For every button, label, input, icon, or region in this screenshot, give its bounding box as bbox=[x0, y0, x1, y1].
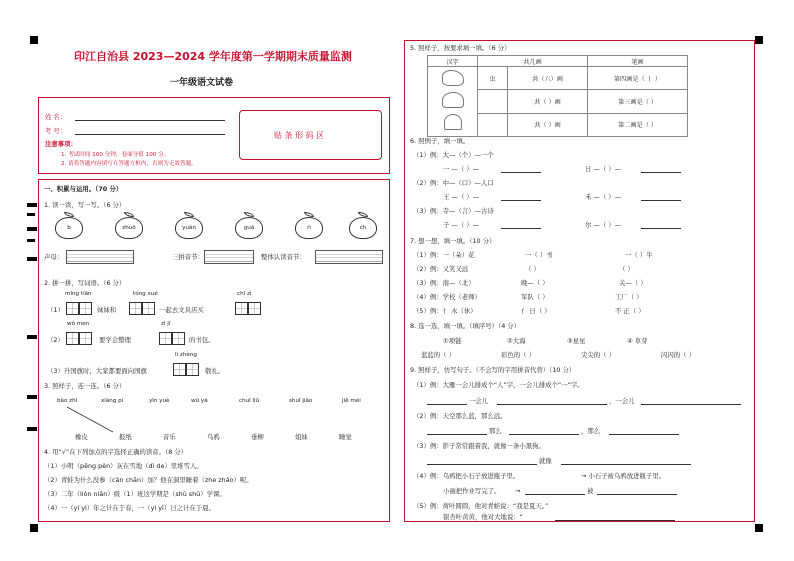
q1-label-initials: 声母： bbox=[44, 253, 64, 261]
q8-title: 8. 选一选，填一填。（填序号）（4 分） bbox=[410, 322, 521, 330]
peach-card: guā bbox=[235, 217, 263, 239]
info-box bbox=[38, 97, 390, 174]
q7-example: （1）例：一（朵）花 bbox=[413, 251, 475, 259]
answer-line[interactable] bbox=[427, 434, 487, 435]
id-field[interactable] bbox=[75, 134, 225, 135]
exam-subtitle: 一年级语文试卷 bbox=[170, 78, 234, 88]
q7-item[interactable]: 一（ ）牛 bbox=[625, 251, 653, 259]
match-pinyin: jiě mèi bbox=[342, 398, 361, 404]
q9-sentence: 银杏叶黄黄，他对大地说：“ bbox=[443, 513, 523, 521]
q9-text: 就像 bbox=[539, 457, 552, 465]
q2-line1-num: （1） bbox=[47, 306, 64, 314]
answer-line[interactable] bbox=[509, 434, 579, 435]
q9-sentence: 小丽把作业写完了。 bbox=[443, 487, 501, 495]
match-word: 音乐 bbox=[163, 433, 176, 441]
match-pinyin: xiàng pí bbox=[101, 398, 124, 404]
answer-line[interactable] bbox=[597, 494, 677, 495]
peach-card: b bbox=[55, 217, 83, 239]
exam-title: 印江自治县 2023—2024 学年度第一学期期末质量监测 bbox=[74, 50, 352, 63]
corner-mark bbox=[30, 524, 38, 532]
q8-option: ①项链 bbox=[443, 337, 462, 345]
q3-title: 3. 照样子，连一连。（6 分） bbox=[44, 382, 126, 390]
answer-line[interactable] bbox=[525, 494, 585, 495]
match-pinyin: wū yā bbox=[191, 398, 208, 404]
right-answer-frame bbox=[404, 40, 755, 522]
table-cell[interactable]: 共（ ）画 bbox=[508, 113, 588, 136]
match-word: 乌鸦 bbox=[207, 433, 220, 441]
q9-text: 那么 bbox=[489, 427, 502, 435]
pinyin-grid[interactable] bbox=[204, 250, 254, 264]
note-2: 2. 请将答题内容填写在答题方框内，否则为无效答题。 bbox=[61, 161, 197, 167]
q7-example: （2）例：又笑又远 bbox=[413, 265, 469, 273]
match-pinyin: shuǐ jiǎo bbox=[289, 398, 313, 404]
q7-example: （4）例：学校（老师） bbox=[413, 293, 481, 301]
pinyin-hint: wǒ men bbox=[67, 321, 90, 327]
pinyin-hint: zì jǐ bbox=[161, 321, 171, 327]
q7-item[interactable]: （ ） bbox=[619, 265, 634, 273]
q8-option: ④ 草芽 bbox=[627, 337, 648, 345]
q4-item-1: （1）小明（pēng pèn）灰在雪地（dì de）里堆雪人。 bbox=[44, 462, 203, 470]
q6-item: 王 —（ ）— bbox=[443, 193, 480, 201]
tianzige-pair[interactable] bbox=[159, 330, 185, 349]
peach-card: rì bbox=[295, 217, 323, 239]
pinyin-hint: mǐng tiān bbox=[65, 291, 92, 297]
stroke-table bbox=[427, 55, 688, 137]
peach-card: ch bbox=[349, 217, 377, 239]
pinyin-hint: lì zhèng bbox=[175, 352, 197, 358]
match-pinyin: yīn yuè bbox=[149, 398, 170, 404]
q4-item-4: （4）一（yí yì）年之计在于春，一（yì yī）日之计在于晨。 bbox=[44, 504, 215, 512]
q8-blank[interactable]: 尖尖的（ ） bbox=[581, 351, 615, 359]
answer-line[interactable] bbox=[609, 434, 679, 435]
q9-text: ，一会儿 bbox=[609, 397, 635, 405]
answer-line[interactable] bbox=[497, 404, 607, 405]
table-cell[interactable] bbox=[478, 113, 508, 136]
q8-option: ②大海 bbox=[507, 337, 526, 345]
tianzige-pair[interactable] bbox=[66, 300, 92, 319]
answer-line[interactable] bbox=[641, 200, 681, 201]
q2-line2-num: （2） bbox=[47, 336, 64, 344]
q7-item[interactable]: 晚—（ ） bbox=[521, 279, 549, 287]
q9-example-4: （4）例：乌鸦把小石子放进瓶子里。 bbox=[413, 472, 520, 480]
answer-line[interactable] bbox=[427, 464, 537, 465]
table-header: 汉字 bbox=[428, 56, 478, 67]
answer-line[interactable] bbox=[641, 404, 741, 405]
q6-example-3: （3）例：寺—（言）—古诗 bbox=[413, 207, 494, 215]
table-cell[interactable]: 第四画是（ 丨 ） bbox=[588, 67, 688, 90]
q5-title: 5. 照样子，按要求填一填。（6 分） bbox=[410, 44, 511, 52]
section-1-title: 一、积累与运用。（70 分） bbox=[44, 185, 123, 193]
match-word: 睡觉 bbox=[339, 433, 352, 441]
q1-title: 1. 读一读，写一写。（6 分） bbox=[44, 201, 126, 209]
peach-row bbox=[55, 212, 375, 242]
q8-blank[interactable]: 蓝蓝的（ ） bbox=[421, 351, 455, 359]
corner-mark bbox=[30, 36, 38, 44]
q4-item-3: （3）二年（liòn niān）级（1）班这学期是（shù shū）学课。 bbox=[44, 490, 226, 498]
corner-mark bbox=[755, 524, 763, 532]
answer-line[interactable] bbox=[641, 172, 681, 173]
q7-item[interactable]: 工厂（ ） bbox=[615, 293, 643, 301]
table-header: 共几画 bbox=[478, 56, 588, 67]
match-word: 报纸 bbox=[119, 433, 132, 441]
match-word: 垂柳 bbox=[251, 433, 264, 441]
q2-line1-text: 妹妹和 bbox=[97, 306, 117, 314]
q2-line1-text2: 一起去文具店买 bbox=[159, 306, 204, 314]
q1-label-whole: 整体认读音节： bbox=[261, 253, 306, 261]
answer-line[interactable] bbox=[501, 200, 541, 201]
q8-option: ③星星 bbox=[567, 337, 586, 345]
q8-blank[interactable]: 彩色的（ ） bbox=[501, 351, 535, 359]
q7-item[interactable]: 一（ ）书 bbox=[525, 251, 553, 259]
q9-text: 一会儿 bbox=[469, 397, 489, 405]
table-row bbox=[428, 67, 688, 90]
q7-item[interactable]: 亻 日（ ） bbox=[521, 307, 551, 315]
q6-title: 6. 照例子，填一填。 bbox=[410, 137, 470, 145]
q9-text: ，那么 bbox=[581, 427, 601, 435]
answer-line[interactable] bbox=[555, 520, 675, 521]
barcode-area bbox=[239, 110, 382, 160]
q9-example-5: （5）例：荷叶圆圆，他对青蛙说：“我是夏天。” bbox=[413, 502, 549, 510]
q7-item[interactable]: 不 正（ ） bbox=[615, 307, 645, 315]
q2-line2-text: 要学会整理 bbox=[99, 336, 131, 344]
table-cell[interactable]: 第三画是（ ） bbox=[588, 90, 688, 113]
tianzige-pair[interactable] bbox=[173, 361, 199, 380]
barcode-label: 贴 条 形 码 区 bbox=[274, 131, 325, 140]
q9-example-2: （2）例：天空那么蓝，那么远。 bbox=[413, 412, 507, 420]
id-label: 考 号： bbox=[45, 127, 67, 135]
q7-example: （3）例：南—（北） bbox=[413, 279, 475, 287]
table-cell[interactable] bbox=[478, 90, 508, 113]
q9-example-3: （3）例：影子常常跟着我，就像一条小黑狗。 bbox=[413, 442, 545, 450]
q6-example-1: （1）例：大—（个）—一个 bbox=[413, 151, 494, 159]
answer-line[interactable] bbox=[561, 464, 691, 465]
q2-line3-text2: 敬礼。 bbox=[205, 367, 225, 375]
q7-item[interactable]: 关—（ ） bbox=[619, 279, 647, 287]
answer-line[interactable] bbox=[641, 228, 681, 229]
notes-title: 注意事项： bbox=[45, 140, 77, 148]
q9-title: 9. 照样子，仿写句子。（不会写的字用拼音代替）（10 分） bbox=[410, 366, 576, 374]
table-header: 笔画 bbox=[588, 56, 688, 67]
answer-line[interactable] bbox=[501, 172, 541, 173]
left-answer-frame bbox=[38, 179, 390, 522]
answer-line[interactable] bbox=[427, 404, 467, 405]
table-cell[interactable]: 共（ ）画 bbox=[508, 90, 588, 113]
q6-item: 一 —（ ）— bbox=[443, 165, 480, 173]
q7-example: （5）例：亻 木（休） bbox=[413, 307, 477, 315]
match-word: 橡皮 bbox=[75, 433, 88, 441]
answer-line[interactable] bbox=[501, 228, 541, 229]
q2-title: 2. 拼一拼，写词语。（6 分） bbox=[44, 279, 126, 287]
peach-card: yuán bbox=[175, 217, 203, 239]
q9-example-4-transform: → 小石子被乌鸦放进瓶子里。 bbox=[581, 472, 666, 480]
pinyin-hint: tóng xué bbox=[133, 291, 158, 297]
corner-mark bbox=[755, 36, 763, 44]
pinyin-grid[interactable] bbox=[315, 250, 383, 264]
q2-line2-text2: 的书包。 bbox=[189, 336, 215, 344]
tianzige-pair[interactable] bbox=[66, 330, 92, 349]
table-cell: 虫 bbox=[478, 67, 508, 90]
note-1: 1. 考试时间 100 分钟，卷面分值 100 分。 bbox=[61, 152, 170, 158]
q7-item[interactable]: 军队（ ） bbox=[521, 293, 549, 301]
q1-label-triple: 三拼音节： bbox=[172, 253, 204, 261]
peach-card: zhuō bbox=[115, 217, 143, 239]
q2-line3-text: （3）升国旗时，大家都要面向国旗 bbox=[47, 367, 147, 375]
q6-item: 尔 —（ ）— bbox=[585, 221, 622, 229]
pinyin-hint: chī zì bbox=[237, 291, 252, 297]
q6-item: 子 —（ ）— bbox=[443, 221, 480, 229]
q4-item-2: （2）青蛙为什么没参（cān chān）加？他在洞里睡着（zhe zháo）呢。 bbox=[44, 476, 253, 484]
tianzige-pair[interactable] bbox=[129, 300, 155, 319]
table-cell[interactable]: 共（六）画 bbox=[508, 67, 588, 90]
q7-title: 7. 想一想，填一填。（10 分） bbox=[410, 237, 496, 245]
match-pinyin: bào zhǐ bbox=[57, 398, 78, 404]
table-cell[interactable]: 第二画是（ ） bbox=[588, 113, 688, 136]
match-pinyin: chuī liǔ bbox=[239, 398, 260, 404]
match-example-line bbox=[59, 406, 119, 434]
q6-item: 日 —（ ）— bbox=[585, 165, 622, 173]
q9-text: 被 bbox=[587, 487, 594, 495]
q6-example-2: （2）例：中—（口）—人口 bbox=[413, 179, 494, 187]
q9-arrow: → bbox=[515, 487, 521, 495]
stroke-order-pictures bbox=[428, 67, 478, 137]
name-label: 姓 名： bbox=[45, 113, 67, 121]
q7-item[interactable]: （ ） bbox=[525, 265, 540, 273]
q9-example-1: （1）例：大雁一会儿排成个“人”字，一会儿排成个“一”字。 bbox=[413, 381, 584, 389]
q4-title: 4. 用“√”在下列加点的字选择正确的读音。（8 分） bbox=[44, 448, 188, 456]
name-field[interactable] bbox=[75, 120, 225, 121]
q8-blank[interactable]: 闪闪的（ ） bbox=[661, 351, 695, 359]
pinyin-grid[interactable] bbox=[66, 250, 134, 264]
match-word: 姐妹 bbox=[295, 433, 308, 441]
tianzige-pair[interactable] bbox=[235, 300, 261, 319]
q6-item: 禾 —（ ）— bbox=[585, 193, 622, 201]
